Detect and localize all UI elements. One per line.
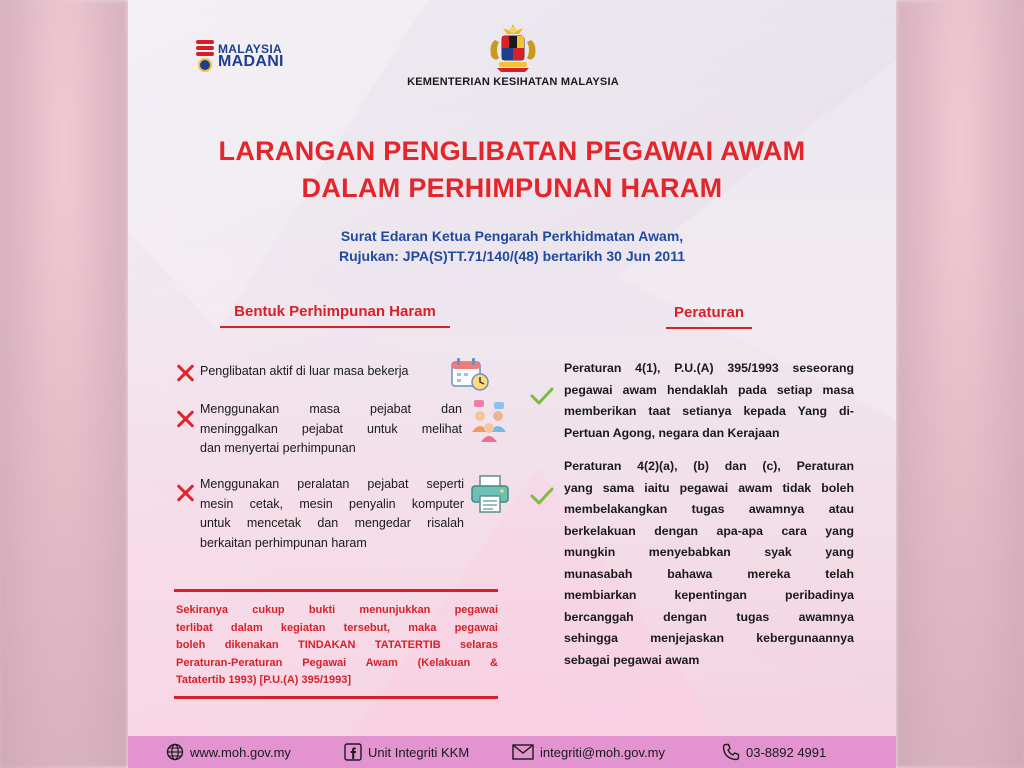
regulation-line: Pertuan Agong, negara dan Kerajaan bbox=[564, 425, 780, 440]
regulation-line: munasabah bahawa mereka telah bbox=[564, 566, 854, 581]
contact-footer bbox=[128, 736, 896, 768]
section-heading-forms bbox=[220, 303, 450, 328]
list-item-text: Menggunakan peralatan pejabat seperti bbox=[200, 477, 464, 491]
phone-link[interactable] bbox=[722, 743, 826, 761]
facebook-icon bbox=[344, 743, 362, 761]
heading-underline bbox=[220, 326, 450, 328]
people-icon bbox=[468, 398, 512, 442]
list-item bbox=[200, 400, 462, 459]
regulation-line: berkelakuan dengan apa-apa cara yang bbox=[564, 523, 854, 538]
regulation-item bbox=[564, 358, 854, 444]
check-icon bbox=[530, 386, 554, 404]
regulation-line: yang sama iaitu pegawai awam tidak boleh bbox=[564, 480, 854, 495]
x-icon bbox=[176, 484, 194, 502]
email-text: integriti@moh.gov.my bbox=[540, 744, 665, 760]
calendar-clock-icon bbox=[450, 356, 490, 392]
list-item-text: Menggunakan masa pejabat dan bbox=[200, 402, 462, 416]
regulation-line: Peraturan 4(1), P.U.(A) 395/1993 seseorang bbox=[564, 361, 854, 375]
warning-line: Peraturan-Peraturan Pegawai Awam (Kelakuan & bbox=[176, 656, 498, 669]
warning-text bbox=[174, 592, 498, 696]
regulation-line: Peraturan 4(2)(a), (b) dan (c), Peraturan bbox=[564, 459, 854, 473]
background-blur-right bbox=[896, 0, 1024, 768]
regulation-line: bercanggah dengan tugas awamnya bbox=[564, 609, 854, 624]
logo-text-line1: MALAYSIA bbox=[218, 42, 282, 56]
malaysia-madani-logo bbox=[196, 38, 296, 74]
phone-text: 03-8892 4991 bbox=[746, 744, 827, 760]
facebook-link[interactable] bbox=[344, 743, 469, 761]
list-item-text: meninggalkan pejabat untuk melihat bbox=[200, 421, 462, 436]
regulation-line: sehingga menjejaskan kebergunaannya bbox=[564, 631, 854, 645]
regulation-line: pegawai awam hendaklah pada setiap masa bbox=[564, 382, 854, 397]
list-item-text: berkaitan perhimpunan haram bbox=[200, 535, 367, 550]
facebook-text: Unit Integriti KKM bbox=[368, 744, 470, 760]
warning-line: Tatatertib 1993) [P.U.(A) 395/1993] bbox=[176, 674, 352, 686]
warning-line: boleh dikenakan TINDAKAN TATATERTIB selaras bbox=[176, 639, 498, 651]
regulation-line: mungkin menyebabkan syak yang bbox=[564, 545, 854, 559]
warning-bottom-rule bbox=[174, 696, 498, 699]
poster bbox=[128, 0, 896, 768]
crest-icon bbox=[485, 22, 541, 74]
section-heading-text: Bentuk Perhimpunan Haram bbox=[234, 303, 436, 320]
ministry-name: KEMENTERIAN KESIHATAN MALAYSIA bbox=[407, 76, 619, 88]
check-icon bbox=[530, 486, 554, 504]
email-link[interactable] bbox=[512, 744, 665, 760]
globe-icon bbox=[166, 743, 184, 761]
list-item-text: untuk mencetak dan mengedar risalah bbox=[200, 516, 464, 530]
printer-icon bbox=[470, 474, 510, 514]
section-heading-text: Peraturan bbox=[673, 304, 745, 321]
page-title-line2: DALAM PERHIMPUNAN HARAM bbox=[301, 173, 723, 203]
regulation-line: sebagai pegawai awam bbox=[564, 652, 700, 667]
subtitle-line2: Rujukan: JPA(S)TT.71/140/(48) bertarikh 30 Jun 2011 bbox=[339, 248, 685, 264]
warning-line: terlibat dalam kegiatan tersebut, maka pegawai bbox=[176, 621, 498, 634]
x-icon bbox=[176, 410, 194, 428]
page-title-line1: LARANGAN PENGLIBATAN PEGAWAI AWAM bbox=[218, 136, 806, 166]
website-link[interactable] bbox=[166, 743, 291, 761]
background-blur-left bbox=[0, 0, 128, 768]
warning-line: Sekiranya cukup bukti menunjukkan pegawai bbox=[176, 604, 498, 616]
list-item-text: mesin cetak, mesin penyalin komputer bbox=[200, 496, 464, 511]
mail-icon bbox=[512, 744, 534, 760]
list-item-text: dan menyertai perhimpunan bbox=[200, 441, 356, 455]
subtitle-line1: Surat Edaran Ketua Pengarah Perkhidmatan Awam, bbox=[340, 228, 684, 244]
section-heading-regulations bbox=[666, 304, 752, 329]
heading-underline bbox=[666, 327, 752, 329]
regulation-item bbox=[564, 456, 854, 671]
regulation-line: memberikan taat setianya kepada Yang di- bbox=[564, 404, 854, 418]
disciplinary-warning bbox=[174, 589, 498, 699]
x-icon bbox=[176, 364, 194, 382]
madani-mark-icon bbox=[196, 40, 214, 72]
list-item bbox=[200, 475, 464, 553]
list-item-text: Penglibatan aktif di luar masa bekerja bbox=[200, 364, 409, 378]
regulation-line: membiarkan kepentingan peribadinya bbox=[564, 588, 854, 602]
phone-icon bbox=[722, 743, 740, 761]
regulation-line: membelakangkan tugas awamnya atau bbox=[564, 502, 854, 516]
logo-text-line2: MADANI bbox=[218, 53, 284, 70]
list-item bbox=[200, 362, 450, 382]
website-text: www.moh.gov.my bbox=[190, 744, 291, 760]
